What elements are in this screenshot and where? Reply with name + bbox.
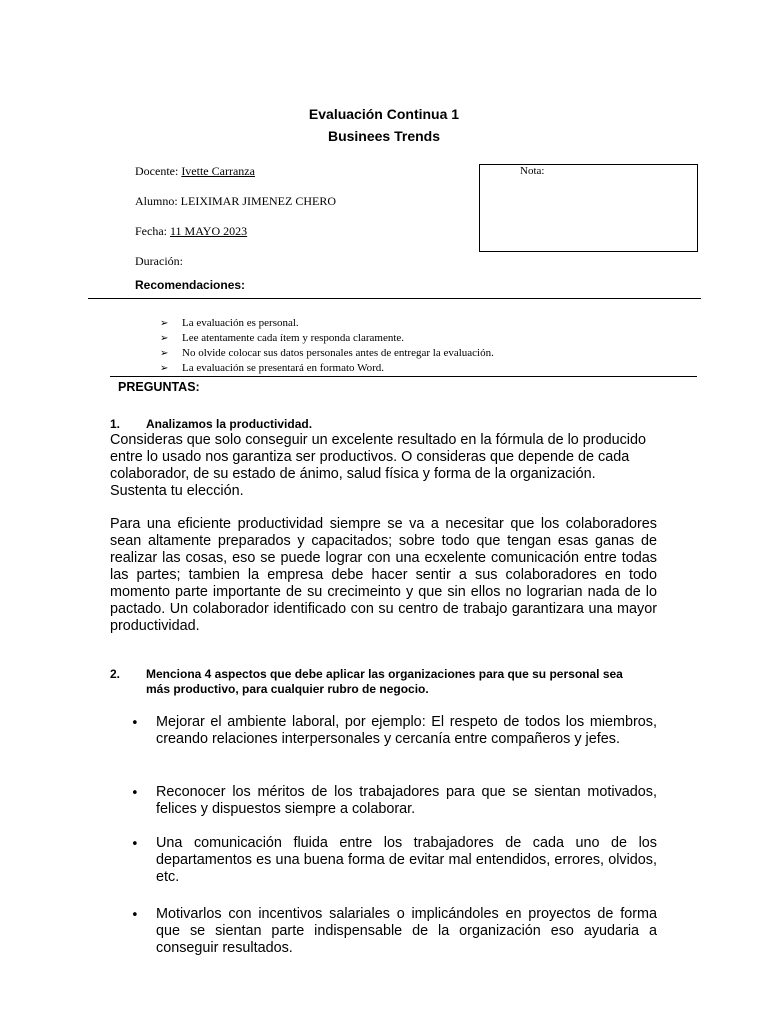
fecha-value: 11 MAYO 2023 — [170, 224, 248, 238]
recomendacion-item: ➢ Lee atentamente cada ítem y responda claramente. — [160, 331, 494, 346]
q2-answer-item: Mejorar el ambiente laboral, por ejemplo: El respeto de todos los miembros, creando relaciones interpersonales y cercanía entre compañeros y jefes. — [156, 714, 657, 747]
nota-box — [479, 164, 698, 252]
docente-label: Docente: — [135, 164, 179, 178]
bullet-icon: • — [131, 716, 139, 731]
q1-number: 1. — [110, 417, 121, 431]
bullet-icon: • — [131, 908, 139, 923]
q1-title: Analizamos la productividad. — [146, 417, 313, 431]
fecha-label: Fecha: — [135, 224, 167, 238]
divider-bottom — [110, 376, 697, 377]
alumno-field — [135, 194, 336, 209]
q1-prompt: Consideras que solo conseguir un excelente resultado en la fórmula de lo producido entre lo usado nos garantiza ser productivos. O consideras que depende de cada colaborador, de su estado de ánimo, salud física y forma de la organización. Sustenta tu elección. — [110, 432, 646, 499]
recomendacion-item: ➢ La evaluación se presentará en formato Word. — [160, 361, 494, 376]
nota-label: Nota: — [520, 165, 545, 177]
q1-answer: Para una eficiente productividad siempre se va a necesitar que los colaboradores sean altamente preparados y capacitados; sobre todo que tengan esas ganas de realizar las cosas, eso se puede lograr con una ecxelente comunicación entre todas las partes; tambien la empresa debe hacer sentir a sus colaboradores en todo momento parte importante de su crecimeinto y que sin ellos no lograrian nada de lo pactado. Un colaborador identificado con su centro de trabajo garantizara una mayor productividad. — [110, 516, 657, 634]
recomendacion-item: ➢ No olvide colocar sus datos personales antes de entregar la evaluación. — [160, 346, 494, 361]
duracion-label: Duración: — [135, 254, 183, 268]
document-title: Evaluación Continua 1 — [308, 106, 460, 122]
preguntas-heading: PREGUNTAS: — [118, 380, 200, 394]
recomendaciones-heading: Recomendaciones: — [135, 278, 246, 292]
q2-number: 2. — [110, 667, 121, 681]
q2-answer-item: Motivarlos con incentivos salariales o implicándoles en proyectos de forma que se sientan parte indispensable de la organización eso ayudaria a conseguir resultados. — [156, 906, 657, 956]
alumno-value: LEIXIMAR JIMENEZ CHERO — [180, 194, 336, 208]
docente-field — [135, 164, 447, 179]
docente-value: Ivette Carranza — [181, 164, 255, 178]
bullet-icon: • — [131, 837, 139, 852]
q2-title: Menciona 4 aspectos que debe aplicar las organizaciones para que su personal sea más productivo, para cualquier rubro de negocio. — [146, 667, 623, 696]
q2-answer-item: Reconocer los méritos de los trabajadores para que se sientan motivados, felices y dispuestos siempre a colaborar. — [156, 784, 657, 817]
divider-top — [88, 298, 701, 299]
bullet-icon: • — [131, 786, 139, 801]
q2-answer-item: Una comunicación fluida entre los trabajadores de cada uno de los departamentos es una buena forma de evitar mal entendidos, errores, olvidos, etc. — [156, 835, 657, 885]
alumno-label: Alumno: — [135, 194, 178, 208]
document-subtitle: Businees Trends — [327, 128, 441, 144]
recomendaciones-list — [160, 316, 494, 376]
recomendacion-item: ➢ La evaluación es personal. — [160, 316, 494, 331]
fecha-field — [135, 224, 247, 239]
